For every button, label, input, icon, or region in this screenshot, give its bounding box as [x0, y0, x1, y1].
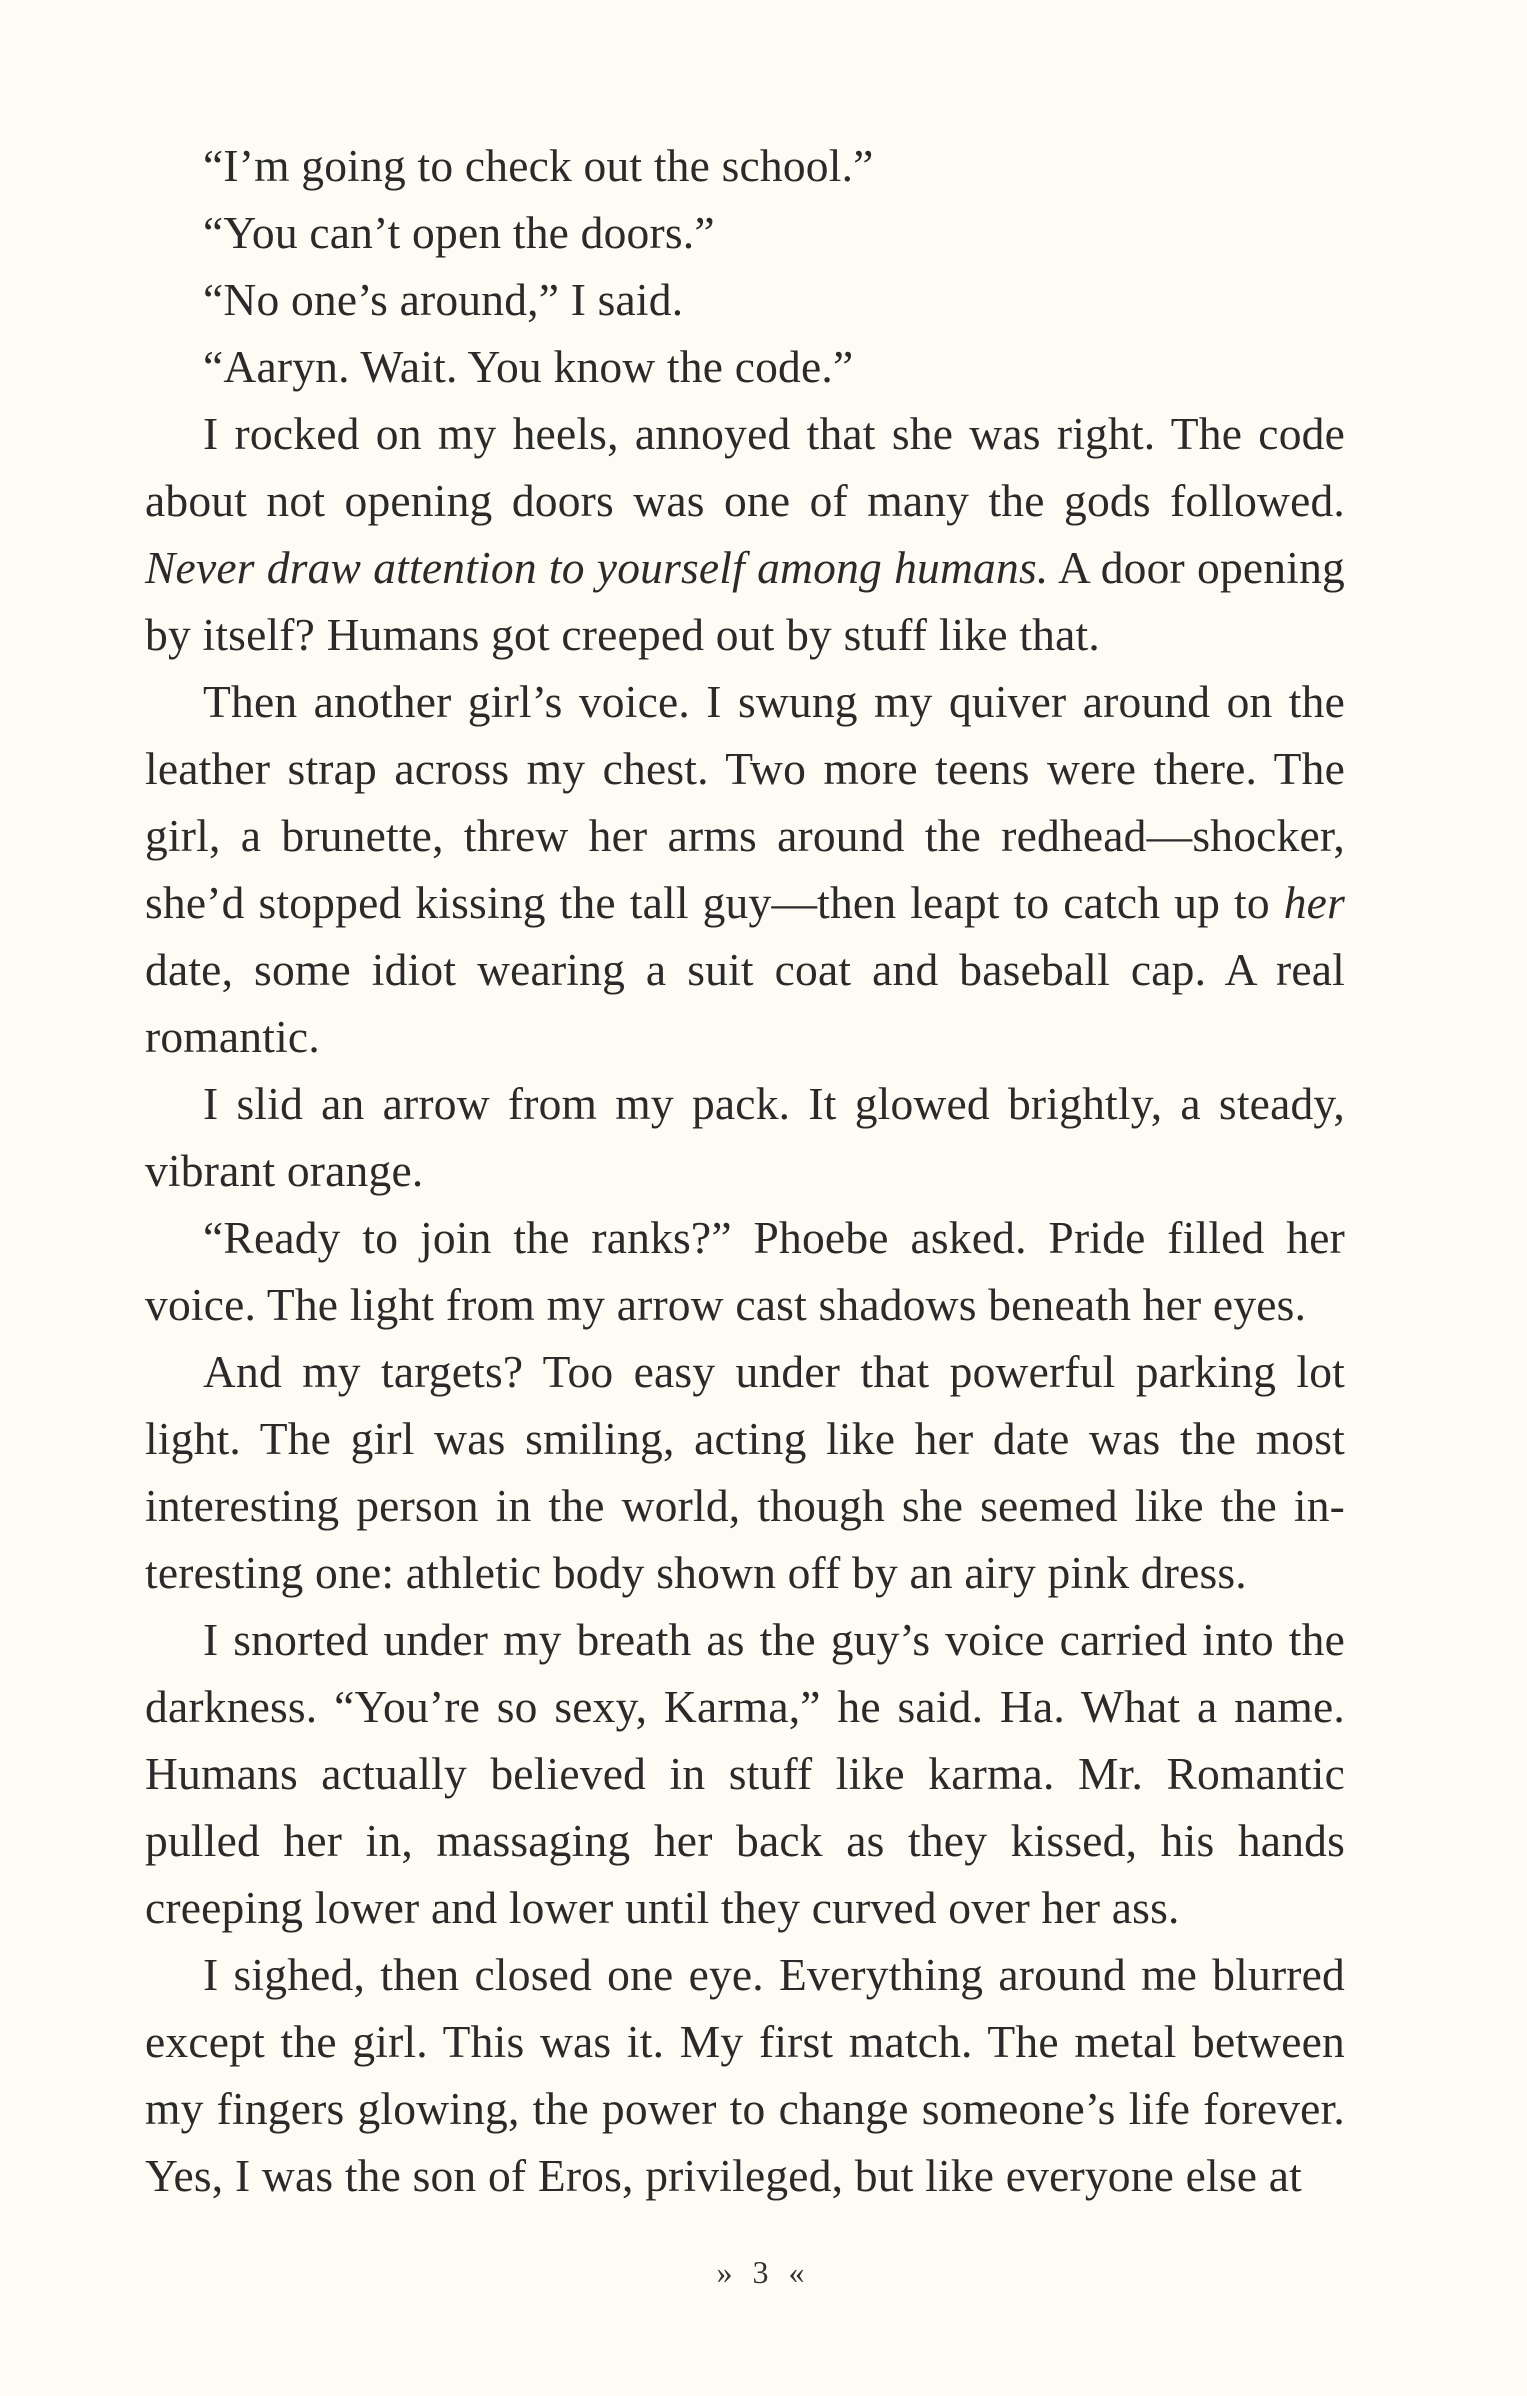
body-text — [145, 132, 1345, 2209]
paragraph-2: “You can’t open the doors.” — [203, 207, 715, 258]
paragraph-5-text: I rocked on my heels, annoyed that she was right. The code about not opening doors was one of many the gods followed. — [145, 408, 1345, 526]
paragraph-5-italic: Never draw attention to yourself among humans. — [145, 542, 1049, 593]
paragraph-5 — [145, 400, 1345, 668]
paragraph-6-text: Then another girl’s voice. I swung my quiver around on the leather strap across my chest. Two more teens were there. The girl, a brunette, threw her arms around the redhead—shocker, she’d stopped kissing the tall guy—then leapt to catch up to — [145, 676, 1345, 928]
paragraph-6 — [145, 668, 1345, 1070]
paragraph-1: “I’m going to check out the school.” — [203, 140, 874, 191]
paragraph-4: “Aaryn. Wait. You know the code.” — [203, 341, 854, 392]
paragraph-10: I snorted under my breath as the guy’s voice carried into the darkness. “You’re so sexy, Karma,” he said. Ha. What a name. Humans actually believed in stuff like karma. Mr. Romantic pulled her in, massaging her back as they kissed, his hands creeping lower and lower until they curved over her ass. — [145, 1614, 1345, 1933]
paragraph-5-tail: A door opening by itself? Humans got creeped out by stuff like that. — [145, 542, 1345, 660]
paragraph-3: “No one’s around,” I said. — [203, 274, 684, 325]
paragraph-11: I sighed, then closed one eye. Everything around me blurred except the girl. This was it. My first match. The metal between my fingers glowing, the power to change someone’s life forever. Yes, I was the son of Eros, privileged, but like everyone else at — [145, 1949, 1345, 2201]
paragraph-8: “Ready to join the ranks?” Phoebe asked. Pride filled her voice. The light from my arrow cast shadows beneath her eyes. — [145, 1212, 1345, 1330]
paragraph-9: And my targets? Too easy under that powerful parking lot light. The girl was smiling, acting like her date was the most interesting person in the world, though she seemed like the in-teresting one: athletic body shown off by an airy pink dress. — [145, 1346, 1345, 1598]
paragraph-7: I slid an arrow from my pack. It glowed brightly, a steady, vibrant orange. — [145, 1078, 1345, 1196]
paragraph-6-italic: her — [1283, 877, 1345, 928]
paragraph-6-tail: date, some idiot wearing a suit coat and baseball cap. A real romantic. — [145, 944, 1345, 1062]
page-number: » 3 « — [716, 2254, 811, 2290]
